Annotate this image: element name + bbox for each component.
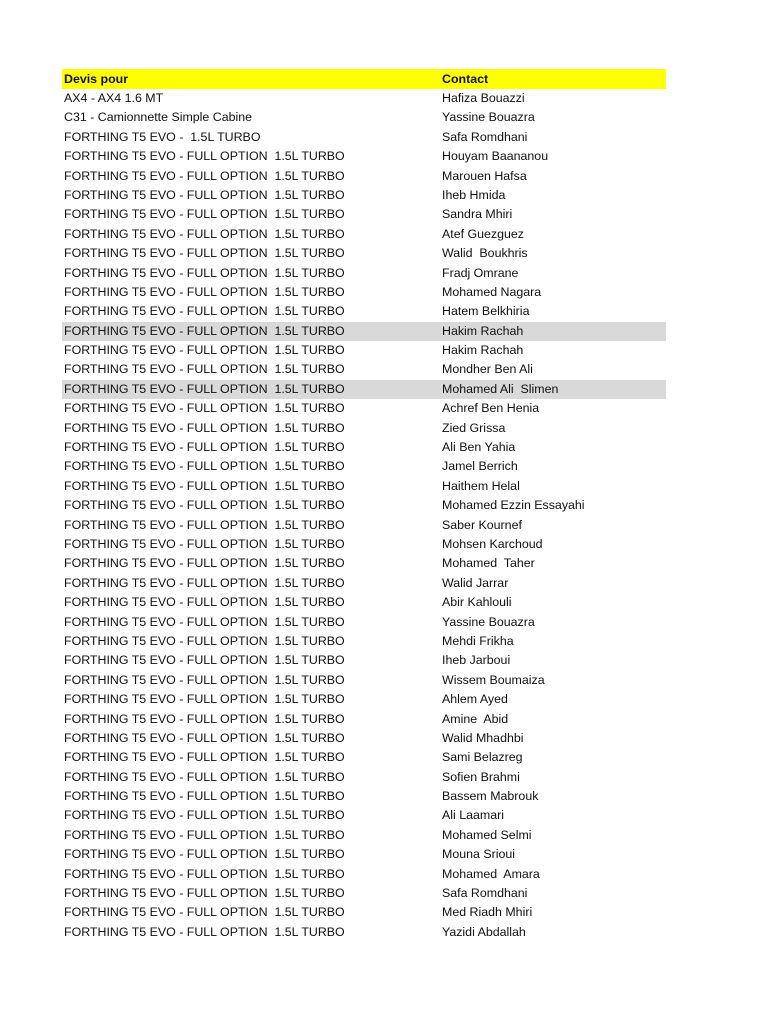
table-row <box>62 632 666 651</box>
contact-cell: Yassine Bouazra <box>442 614 535 629</box>
devis-cell: AX4 - AX4 1.6 MT <box>64 91 164 105</box>
contact-cell: Mohamed Amara <box>442 866 540 881</box>
devis-cell: FORTHING T5 EVO - FULL OPTION 1.5L TURBO <box>64 905 345 920</box>
table-row <box>62 225 666 244</box>
table-row <box>62 845 666 864</box>
devis-cell: FORTHING T5 EVO - FULL OPTION 1.5L TURBO <box>64 924 345 939</box>
devis-cell: FORTHING T5 EVO - FULL OPTION 1.5L TURBO <box>64 362 345 377</box>
table-row <box>62 264 666 283</box>
table-row <box>62 787 666 806</box>
table-row <box>62 438 666 457</box>
devis-cell: FORTHING T5 EVO - FULL OPTION 1.5L TURBO <box>64 536 345 551</box>
contact-cell: Safa Romdhani <box>442 129 528 144</box>
devis-cell: FORTHING T5 EVO - FULL OPTION 1.5L TURBO <box>64 168 345 183</box>
devis-cell: FORTHING T5 EVO - FULL OPTION 1.5L TURBO <box>64 420 345 435</box>
table-row <box>62 690 666 709</box>
devis-cell: FORTHING T5 EVO - FULL OPTION 1.5L TURBO <box>64 633 345 648</box>
contact-cell: Mohamed Ezzin Essayahi <box>442 498 585 513</box>
contact-cell: Jamel Berrich <box>442 459 518 474</box>
table-row <box>62 651 666 670</box>
devis-cell: FORTHING T5 EVO - FULL OPTION 1.5L TURBO <box>64 401 345 416</box>
devis-cell: FORTHING T5 EVO - FULL OPTION 1.5L TURBO <box>64 711 345 726</box>
contact-cell: Amine Abid <box>442 711 509 726</box>
devis-cell: FORTHING T5 EVO - FULL OPTION 1.5L TURBO <box>64 517 345 532</box>
devis-cell: FORTHING T5 EVO - FULL OPTION 1.5L TURBO <box>64 866 345 881</box>
table-row <box>62 89 666 108</box>
table-row <box>62 147 666 166</box>
devis-cell: FORTHING T5 EVO - FULL OPTION 1.5L TURBO <box>64 323 345 338</box>
contact-cell: Haithem Helal <box>442 478 520 493</box>
table-row <box>62 554 666 573</box>
table-row <box>62 574 666 593</box>
contact-cell: Sandra Mhiri <box>442 207 513 222</box>
table-row <box>62 186 666 205</box>
contact-cell: Zied Grissa <box>442 420 506 435</box>
contact-cell: Marouen Hafsa <box>442 168 527 183</box>
devis-cell: FORTHING T5 EVO - FULL OPTION 1.5L TURBO <box>64 769 345 784</box>
contact-cell: Mohamed Selmi <box>442 827 532 842</box>
contact-cell: Hakim Rachah <box>442 323 524 338</box>
devis-cell: FORTHING T5 EVO - FULL OPTION 1.5L TURBO <box>64 246 345 261</box>
table-row <box>62 826 666 845</box>
devis-cell: FORTHING T5 EVO - FULL OPTION 1.5L TURBO <box>64 440 345 455</box>
table-row <box>62 613 666 632</box>
contact-cell: Ali Laamari <box>442 808 504 823</box>
devis-cell: FORTHING T5 EVO - FULL OPTION 1.5L TURBO <box>64 789 345 804</box>
contact-cell: Sofien Brahmi <box>442 769 520 784</box>
table-row <box>62 535 666 554</box>
devis-cell: FORTHING T5 EVO - FULL OPTION 1.5L TURBO <box>64 827 345 842</box>
devis-cell: FORTHING T5 EVO - FULL OPTION 1.5L TURBO <box>64 187 345 202</box>
contact-cell: Ali Ben Yahia <box>442 440 516 455</box>
header-contact: Contact <box>442 72 489 86</box>
table-row <box>62 729 666 748</box>
contact-cell: Mohamed Ali Slimen <box>442 381 559 396</box>
contact-cell: Hatem Belkhiria <box>442 304 530 319</box>
contact-cell: Bassem Mabrouk <box>442 789 539 804</box>
contact-cell: Mondher Ben Ali <box>442 362 533 377</box>
table-row <box>62 167 666 186</box>
devis-cell: FORTHING T5 EVO - FULL OPTION 1.5L TURBO <box>64 614 345 629</box>
table-row <box>62 457 666 476</box>
contact-cell: Sami Belazreg <box>442 750 523 765</box>
devis-cell: FORTHING T5 EVO - FULL OPTION 1.5L TURBO <box>64 692 345 707</box>
devis-cell: FORTHING T5 EVO - FULL OPTION 1.5L TURBO <box>64 575 345 590</box>
devis-cell: C31 - Camionnette Simple Cabine <box>64 110 253 125</box>
devis-cell: FORTHING T5 EVO - FULL OPTION 1.5L TURBO <box>64 381 345 396</box>
contact-cell: Hakim Rachah <box>442 343 524 358</box>
table-row <box>62 884 666 903</box>
table-row <box>62 128 666 147</box>
contact-cell: Saber Kournef <box>442 517 522 532</box>
contact-cell: Abir Kahlouli <box>442 595 512 610</box>
table-row <box>62 710 666 729</box>
contact-cell: Wissem Boumaiza <box>442 672 545 687</box>
devis-cell: FORTHING T5 EVO - FULL OPTION 1.5L TURBO <box>64 556 345 571</box>
devis-cell: FORTHING T5 EVO - FULL OPTION 1.5L TURBO <box>64 207 345 222</box>
table-row <box>62 496 666 515</box>
table-row <box>62 923 666 942</box>
contact-cell: Atef Guezguez <box>442 226 524 241</box>
contact-cell: Mehdi Frikha <box>442 633 514 648</box>
devis-cell: FORTHING T5 EVO - FULL OPTION 1.5L TURBO <box>64 265 345 280</box>
contact-cell: Achref Ben Henia <box>442 401 540 416</box>
devis-cell: FORTHING T5 EVO - FULL OPTION 1.5L TURBO <box>64 304 345 319</box>
devis-cell: FORTHING T5 EVO - FULL OPTION 1.5L TURBO <box>64 498 345 513</box>
contact-cell: Hafiza Bouazzi <box>442 91 525 105</box>
table-row <box>62 748 666 767</box>
table-row <box>62 671 666 690</box>
contact-cell: Ahlem Ayed <box>442 692 508 707</box>
devis-cell: FORTHING T5 EVO - FULL OPTION 1.5L TURBO <box>64 672 345 687</box>
contact-cell: Walid Jarrar <box>442 575 509 590</box>
table-row <box>62 341 666 360</box>
contact-cell: Yassine Bouazra <box>442 110 535 125</box>
devis-cell: FORTHING T5 EVO - FULL OPTION 1.5L TURBO <box>64 808 345 823</box>
contact-cell: Safa Romdhani <box>442 886 528 901</box>
table-row <box>62 903 666 922</box>
devis-cell: FORTHING T5 EVO - FULL OPTION 1.5L TURBO <box>64 730 345 745</box>
table-row <box>62 419 666 438</box>
table-row <box>62 108 666 127</box>
table-row <box>62 516 666 535</box>
devis-cell: FORTHING T5 EVO - FULL OPTION 1.5L TURBO <box>64 343 345 358</box>
table-row <box>62 399 666 418</box>
contact-cell: Fradj Omrane <box>442 265 519 280</box>
devis-cell: FORTHING T5 EVO - FULL OPTION 1.5L TURBO <box>64 595 345 610</box>
table-row <box>62 302 666 321</box>
table-row <box>62 322 666 341</box>
table-row <box>62 244 666 263</box>
contact-cell: Mohsen Karchoud <box>442 536 543 551</box>
contact-cell: Iheb Hmida <box>442 187 506 202</box>
devis-cell: FORTHING T5 EVO - FULL OPTION 1.5L TURBO <box>64 847 345 862</box>
devis-cell: FORTHING T5 EVO - FULL OPTION 1.5L TURBO <box>64 459 345 474</box>
table-row <box>62 593 666 612</box>
devis-cell: FORTHING T5 EVO - FULL OPTION 1.5L TURBO <box>64 750 345 765</box>
quote-table <box>62 69 666 942</box>
contact-cell: Houyam Baananou <box>442 149 549 164</box>
table-header-row <box>62 69 666 89</box>
header-devis-pour: Devis pour <box>64 72 129 86</box>
devis-cell: FORTHING T5 EVO - FULL OPTION 1.5L TURBO <box>64 284 345 299</box>
table-row <box>62 360 666 379</box>
devis-cell: FORTHING T5 EVO - FULL OPTION 1.5L TURBO <box>64 886 345 901</box>
contact-cell: Iheb Jarboui <box>442 653 511 668</box>
table-body <box>62 89 666 942</box>
contact-cell: Mohamed Taher <box>442 556 535 571</box>
devis-cell: FORTHING T5 EVO - FULL OPTION 1.5L TURBO <box>64 478 345 493</box>
contact-cell: Mohamed Nagara <box>442 284 542 299</box>
table-row <box>62 205 666 224</box>
devis-cell: FORTHING T5 EVO - FULL OPTION 1.5L TURBO <box>64 226 345 241</box>
contact-cell: Walid Mhadhbi <box>442 730 524 745</box>
table-row <box>62 380 666 399</box>
contact-cell: Mouna Srioui <box>442 847 516 862</box>
devis-cell: FORTHING T5 EVO - FULL OPTION 1.5L TURBO <box>64 149 345 164</box>
table-row <box>62 865 666 884</box>
contact-cell: Yazidi Abdallah <box>442 924 526 939</box>
table-row <box>62 768 666 787</box>
table-row <box>62 283 666 302</box>
table-row <box>62 477 666 496</box>
table-row <box>62 806 666 825</box>
contact-cell: Walid Boukhris <box>442 246 528 261</box>
devis-cell: FORTHING T5 EVO - 1.5L TURBO <box>64 129 261 144</box>
contact-cell: Med Riadh Mhiri <box>442 905 533 920</box>
devis-cell: FORTHING T5 EVO - FULL OPTION 1.5L TURBO <box>64 653 345 668</box>
